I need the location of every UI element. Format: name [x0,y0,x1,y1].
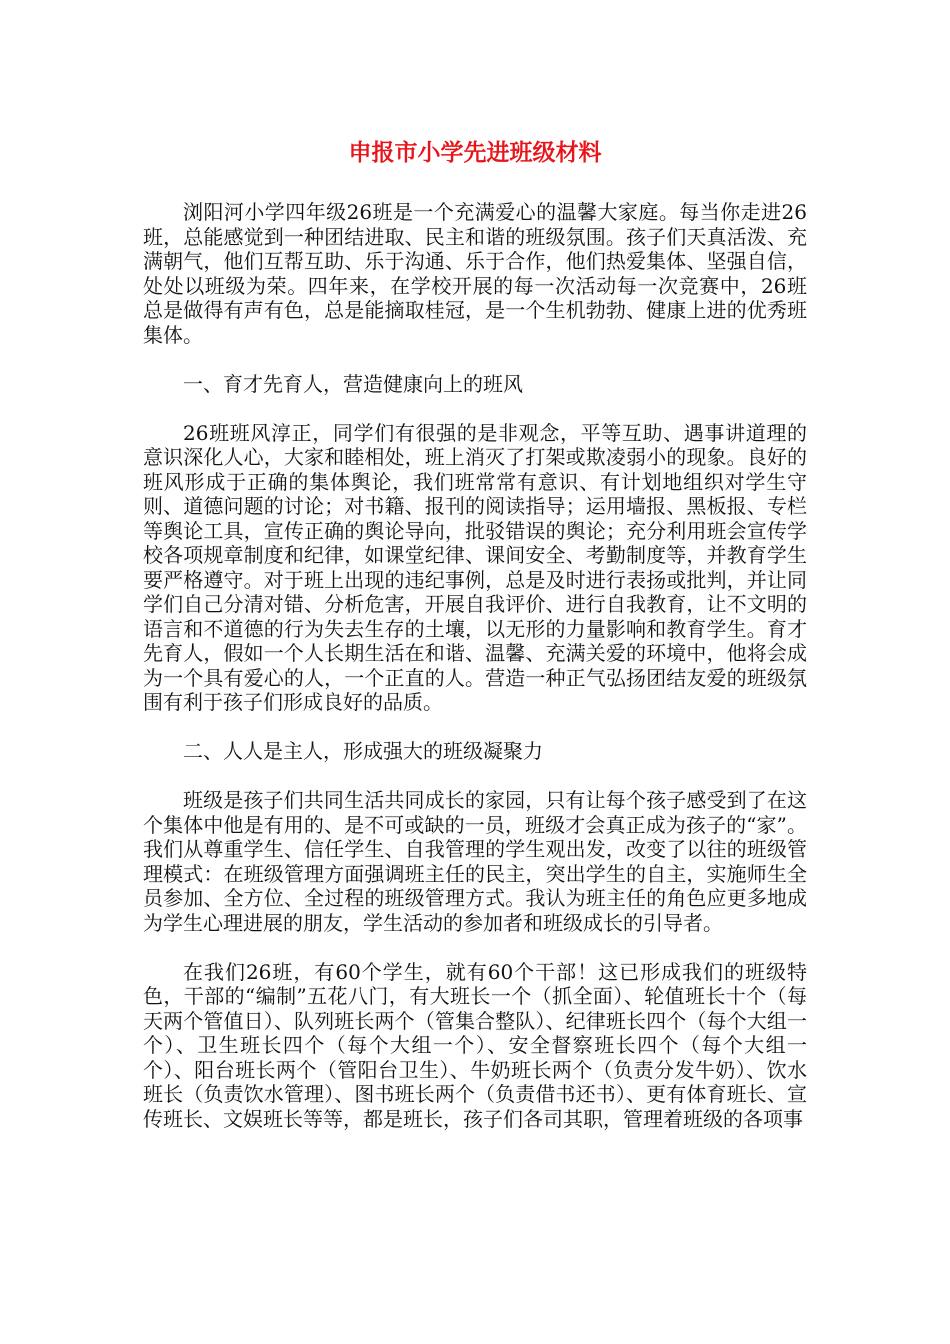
section-2-paragraph-2: 在我们26班，有60个学生，就有60个干部！这已形成我们的班级特色，干部的“编制”五花八门，有大班长一个（抓全面）、轮值班长十个（每天两个管值日）、队列班长两个（管集合整队）、纪律班长四个（每个大组一个）、卫生班长四个（每个大组一个）、安全督察班长四个（每个大组一个）、阳台班长两个（管阳台卫生）、牛奶班长两个（负责分发牛奶）、饮水班长（负责饮水管理）、图书班长两个（负责借书还书）、更有体育班长、宣传班长、文娱班长等等，都是班长，孩子们各司其职，管理着班级的各项事 [143,959,807,1131]
document-title: 申报市小学先进班级材料 [348,140,602,166]
section-2-paragraph-1: 班级是孩子们共同生活共同成长的家园，只有让每个孩子感受到了在这个集体中他是有用的、是不可或缺的一员，班级才会真正成为孩子的“家”。我们从尊重学生、信任学生、自我管理的学生观出发，改变了以往的班级管理模式：在班级管理方面强调班主任的民主，突出学生的自主，实施师生全员参加、全方位、全过程的班级管理方式。我认为班主任的角色应更多地成为学生心理进展的朋友，学生活动的参加者和班级成长的引导者。 [143,788,807,935]
section-heading-2: 二、人人是主人，形成强大的班级凝聚力 [183,739,543,763]
section-1-paragraph: 26班班风淳正，同学们有很强的是非观念，平等互助、遇事讲道理的意识深化人心，大家和睦相处，班上消灭了打架或欺凌弱小的现象。良好的班风形成于正确的集体舆论，我们班常常有意识、有计划地组织对学生守则、道德问题的讨论；对书籍、报刊的阅读指导；运用墙报、黑板报、专栏等舆论工具，宣传正确的舆论导向，批驳错误的舆论；充分利用班会宣传学校各项规章制度和纪律，如课堂纪律、课间安全、考勤制度等，并教育学生要严格遵守。对于班上出现的违纪事例，总是及时进行表扬或批判，并让同学们自己分清对错、分析危害，开展自我评价、进行自我教育，让不文明的语言和不道德的行为失去生存的土壤，以无形的力量影响和教育学生。育才先育人，假如一个人长期生活在和谐、温馨、充满关爱的环境中，他将会成为一个具有爱心的人，一个正直的人。营造一种正气弘扬团结友爱的班级氛围有利于孩子们形成良好的品质。 [143,420,807,714]
intro-paragraph: 浏阳河小学四年级26班是一个充满爱心的温馨大家庭。每当你走进26班，总能感觉到一种团结进取、民主和谐的班级氛围。孩子们天真活泼、充满朝气，他们互帮互助、乐于沟通、乐于合作，他们热爱集体、坚强自信，处处以班级为荣。四年来，在学校开展的每一次活动每一次竞赛中，26班总是做得有声有色，总是能摘取桂冠，是一个生机勃勃、健康上进的优秀班集体。 [143,200,807,347]
document-body [143,200,807,1156]
section-heading-1: 一、育才先育人，营造健康向上的班风 [183,371,523,396]
